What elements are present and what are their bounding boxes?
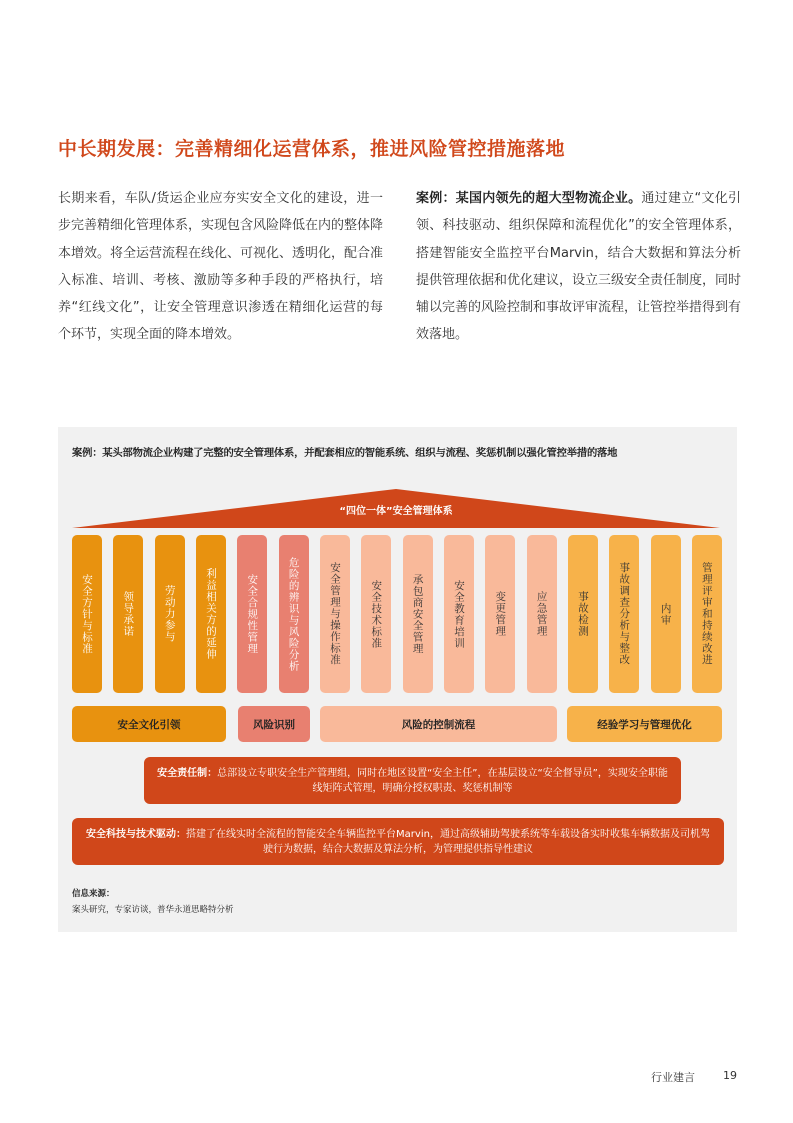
pillar-label: 事故检测 — [577, 591, 589, 637]
case-body: 通过建立“文化引领、科技驱动、组织保障和流程优化”的安全管理体系，搭建智能安全监控平台Marvin，结合大数据和算法分析提供管理依据和优化建议，设立三级安全责任制度，同时辅以完善的风险控制和事故评审流程，让管控举措得到有效落地。 — [416, 191, 742, 343]
pillar-label: 利益相关方的延伸 — [205, 568, 217, 660]
footer-section-label: 行业建言 — [651, 1071, 695, 1084]
roof-label: “四位一体”安全管理体系 — [339, 506, 453, 517]
category-culture: 安全文化引领 — [72, 706, 226, 742]
pillar-label: 安全合规性管理 — [246, 573, 259, 655]
pillar-label: 变更管理 — [494, 591, 507, 637]
category-risk-identification: 风险识别 — [238, 706, 310, 742]
pillar-label: 承包商安全管理 — [411, 573, 424, 655]
source-text: 案头研究，专家访谈，普华永道思略特分析 — [72, 905, 234, 915]
pillar-label: 领导承诺 — [122, 591, 135, 637]
responsibility-band — [144, 757, 681, 804]
pillar-15 — [651, 535, 681, 693]
category-learning: 经验学习与管理优化 — [567, 706, 722, 742]
case-panel — [58, 427, 737, 932]
pillar-13 — [568, 535, 598, 693]
pillar-8 — [361, 535, 391, 693]
section-heading: 中长期发展：完善精细化运营体系，推进风险管控措施落地 — [58, 138, 566, 160]
band2-lead: 安全科技与技术驱动： — [86, 828, 187, 840]
pillar-label: 危险的辨识与风险分析 — [287, 556, 300, 672]
case-lead: 案例：某国内领先的超大型物流企业。 — [416, 191, 642, 206]
source-note — [72, 886, 234, 918]
pillar-2 — [113, 535, 143, 693]
pillar-10 — [444, 535, 474, 693]
pillar-label: 安全技术标准 — [370, 579, 383, 649]
panel-title: 案例：某头部物流企业构建了完整的安全管理体系，并配套相应的智能系统、组织与流程、奖惩机制以强化管控举措的落地 — [72, 447, 618, 459]
pillar-11 — [485, 535, 515, 693]
pillar-1 — [72, 535, 102, 693]
pillar-5 — [237, 535, 267, 693]
pillar-12 — [527, 535, 557, 693]
page-number: 19 — [723, 1069, 737, 1082]
pillar-row — [72, 535, 724, 693]
band1-lead: 安全责任制： — [157, 767, 218, 779]
pillar-14 — [609, 535, 639, 693]
pillar-label: 事故调查分析与整改 — [618, 562, 631, 666]
pillar-3 — [155, 535, 185, 693]
source-label: 信息来源： — [72, 889, 115, 899]
right-paragraph — [416, 185, 741, 349]
pillar-label: 劳动力参与 — [163, 585, 176, 643]
technology-band — [72, 818, 724, 865]
pillar-4 — [196, 535, 226, 693]
pillar-label: 内审 — [659, 602, 672, 626]
left-paragraph: 长期来看，车队/货运企业应夯实安全文化的建设，进一步完善精细化管理体系，实现包含风险降低在内的整体降本增效。将全运营流程在线化、可视化、透明化，配合准入标准、培训、考核、激励等多种手段的严格执行，培养“红线文化”，让安全管理意识渗透在精细化运营的每个环节，实现全面的降本增效。 — [58, 191, 384, 343]
pillar-label: 安全教育培训 — [453, 579, 465, 649]
pillar-7 — [320, 535, 350, 693]
pillar-9 — [403, 535, 433, 693]
pillar-6 — [279, 535, 309, 693]
pillar-label: 管理评审和持续改进 — [700, 562, 713, 666]
category-risk-control: 风险的控制流程 — [320, 706, 557, 742]
pillar-label: 安全管理与操作标准 — [329, 562, 341, 666]
pillar-16 — [692, 535, 722, 693]
band2-body: 搭建了在线实时全流程的智能安全车辆监控平台Marvin，通过高级辅助驾驶系统等车载设备实时收集车辆数据及司机驾驶行为数据，结合大数据及算法分析，为管理提供指导性建议 — [186, 828, 710, 855]
pillar-label: 应急管理 — [535, 591, 548, 637]
band1-body: 总部设立专职安全生产管理组，同时在地区设置“安全主任”，在基层设立“安全督导员”，实现安全职能线矩阵式管理，明确分授权职责、奖惩机制等 — [217, 767, 668, 794]
pillar-label: 安全方针与标准 — [81, 573, 93, 655]
